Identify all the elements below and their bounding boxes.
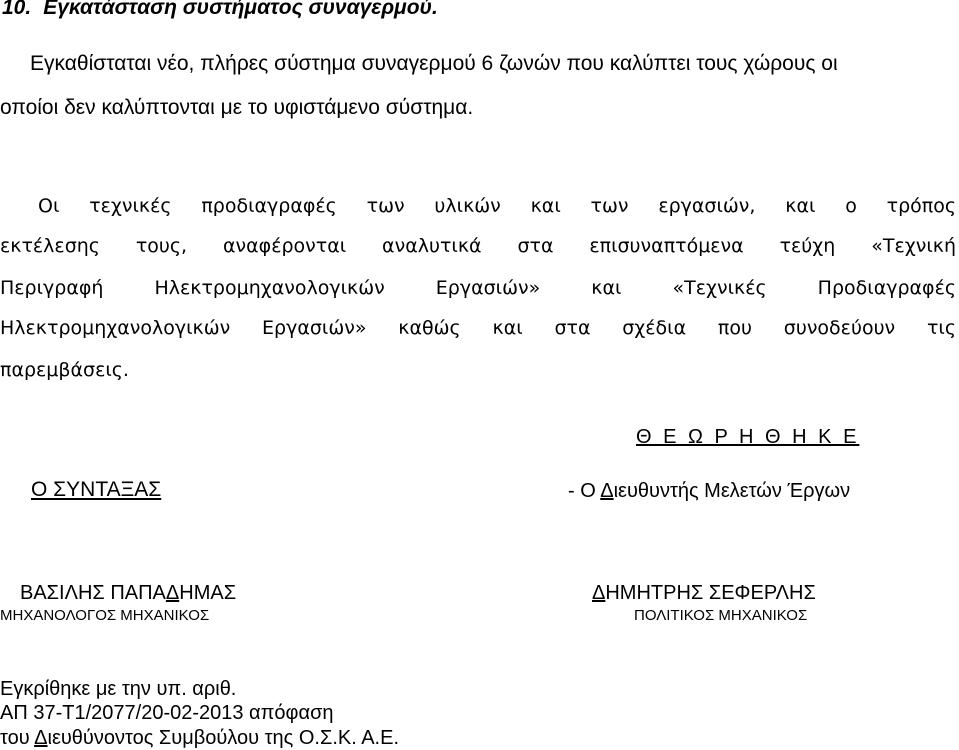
approval-line-3 [0,727,399,750]
spec-line-4: Ηλεκτρομηχανολογικών Εργασιών» καθώς και στα σχέδια που συνοδεύουν τις [0,317,956,339]
author-label: Ο ΣΥΝΤΑΞΑΣ [31,478,162,501]
spec-line-3: Περιγραφή Ηλεκτρομηχανολογικών Εργασιών» και «Τεχνικές Προδιαγραφές [0,277,956,299]
intro-line-1: Εγκαθίσταται νέο, πλήρες σύστημα συναγερμού 6 ζωνών που καλύπτει τους χώρους οι [30,52,838,75]
reviewer-name [592,582,816,605]
director-rest: ιευθυντής Μελετών Έργων [613,480,851,502]
reviewed-label: Θ Ε Ω Ρ Η Θ Η Κ Ε [636,426,860,448]
approval-line-3-part2: ιευθύνοντος Συμβούλου της Ο.Σ.Κ. Α.Ε. [47,727,400,749]
reviewer-name-rest: ΗΜΗΤΡΗΣ ΣΕΦΕΡΛΗΣ [605,582,816,604]
reviewer-title: ΠΟΛΙΤΙΚΟΣ ΜΗΧΑΝΙΚΟΣ [634,607,808,624]
director-label [568,480,850,503]
approval-line-2: ΑΠ 37-Τ1/2077/20-02-2013 απόφαση [0,702,334,724]
author-name-underlined: Δ [165,582,180,604]
intro-line-2: οποίοι δεν καλύπτονται με το υφιστάμενο σύστημα. [0,96,474,119]
author-title: ΜΗΧΑΝΟΛΟΓΟΣ ΜΗΧΑΝΙΚΟΣ [0,607,210,624]
approval-line-3-underlined: Δ [34,727,48,749]
approval-line-1: Εγκρίθηκε με την υπ. αριθ. [0,678,237,700]
approval-line-3-part1: του [0,727,35,749]
director-prefix: - Ο [568,480,601,502]
section-title: Εγκατάσταση συστήματος συναγερμού. [43,0,438,19]
reviewer-name-underlined: Δ [592,582,606,604]
section-heading [2,0,438,20]
spec-line-2: εκτέλεσης τους, αναφέρονται αναλυτικά στα επισυναπτόμενα τεύχη «Τεχνική [0,235,956,257]
spec-line-5: παρεμβάσεις. [0,359,129,381]
spec-line-1: Οι τεχνικές προδιαγραφές των υλικών και των εργασιών, και ο τρόπος [38,195,956,217]
author-name-part2: ΗΜΑΣ [179,582,237,604]
section-number: 10. [2,0,32,19]
director-underlined: Δ [600,480,614,502]
author-name [20,582,236,605]
author-name-part1: ΒΑΣΙΛΗΣ ΠΑΠΑ [20,582,166,604]
